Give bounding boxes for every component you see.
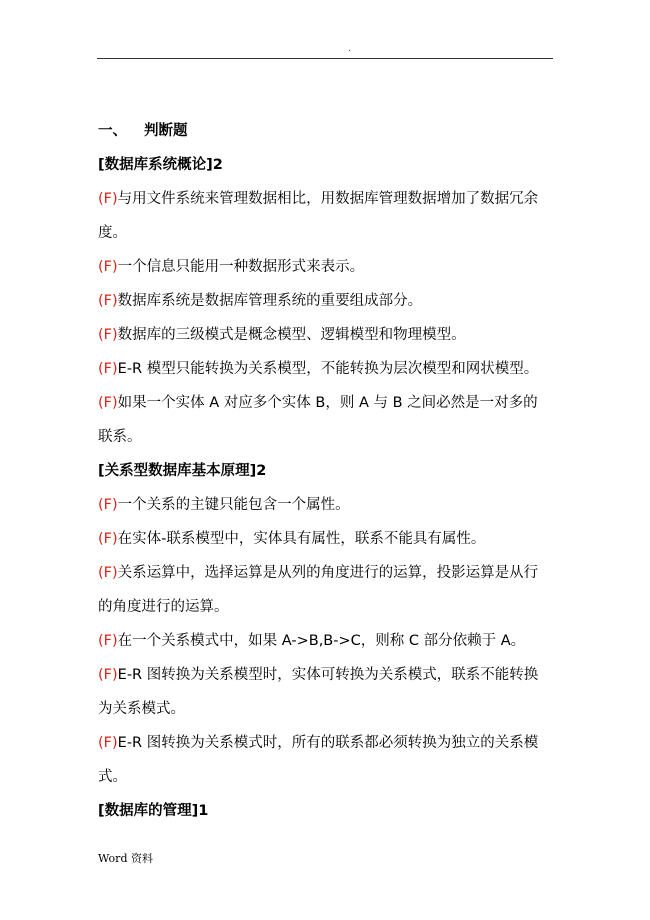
question-text: 在实体-联系模型中，实体具有属性，联系不能具有属性。 [117, 531, 486, 547]
answer-mark: (F) [98, 735, 118, 751]
header-rule [97, 58, 553, 59]
answer-mark: (F) [98, 667, 118, 683]
question-item [98, 726, 560, 760]
question-item [98, 250, 560, 284]
answer-mark: (F) [98, 361, 118, 377]
answer-mark: (F) [98, 531, 118, 547]
question-item [98, 386, 560, 420]
section-title [98, 114, 560, 148]
section-number: 一、 [98, 123, 127, 139]
question-item [98, 352, 560, 386]
question-item [98, 658, 560, 692]
question-item [98, 284, 560, 318]
question-item [98, 624, 560, 658]
question-text: 如果一个实体 A 对应多个实体 B，则 A 与 B 之间必然是一对多的 [117, 395, 538, 411]
document-body [98, 114, 560, 828]
question-text: 数据库的三级模式是概念模型、逻辑模型和物理模型。 [117, 327, 466, 343]
question-continuation: 联系。 [98, 429, 142, 445]
answer-mark: (F) [98, 327, 118, 343]
question-continuation: 的角度进行的运算。 [98, 599, 229, 615]
question-text: 与用文件系统来管理数据相比，用数据库管理数据增加了数据冗余 [117, 191, 539, 207]
category-heading: [数据库系统概论]2 [98, 157, 223, 173]
header-mark: . [348, 44, 351, 54]
question-list [98, 148, 560, 828]
category-heading: [关系型数据库基本原理]2 [98, 463, 267, 479]
question-text: E-R 图转换为关系模式时，所有的联系都必须转换为独立的关系模 [117, 735, 539, 751]
question-item [98, 556, 560, 590]
question-continuation: 式。 [98, 769, 127, 785]
question-continuation: 为关系模式。 [98, 701, 185, 717]
answer-mark: (F) [98, 259, 118, 275]
answer-mark: (F) [98, 497, 118, 513]
question-item [98, 522, 560, 556]
answer-mark: (F) [98, 565, 118, 581]
question-item [98, 318, 560, 352]
answer-mark: (F) [98, 633, 118, 649]
question-text: 在一个关系模式中，如果 A->B,B->C，则称 C 部分依赖于 A。 [117, 633, 526, 649]
answer-mark: (F) [98, 395, 118, 411]
question-text: E-R 模型只能转换为关系模型，不能转换为层次模型和网状模型。 [117, 361, 539, 377]
question-text: 一个信息只能用一种数据形式来表示。 [117, 259, 365, 275]
question-item [98, 182, 560, 216]
question-item [98, 488, 560, 522]
answer-mark: (F) [98, 293, 118, 309]
question-text: 关系运算中，选择运算是从列的角度进行的运算，投影运算是从行 [117, 565, 539, 581]
question-text: E-R 图转换为关系模型时，实体可转换为关系模式，联系不能转换 [117, 667, 539, 683]
section-title-text: 判断题 [144, 123, 188, 139]
question-text: 一个关系的主键只能包含一个属性。 [117, 497, 350, 513]
answer-mark: (F) [98, 191, 118, 207]
question-continuation: 度。 [98, 225, 127, 241]
page-footer: Word 资料 [98, 852, 153, 865]
category-heading: [数据库的管理]1 [98, 803, 209, 819]
question-text: 数据库系统是数据库管理系统的重要组成部分。 [117, 293, 423, 309]
